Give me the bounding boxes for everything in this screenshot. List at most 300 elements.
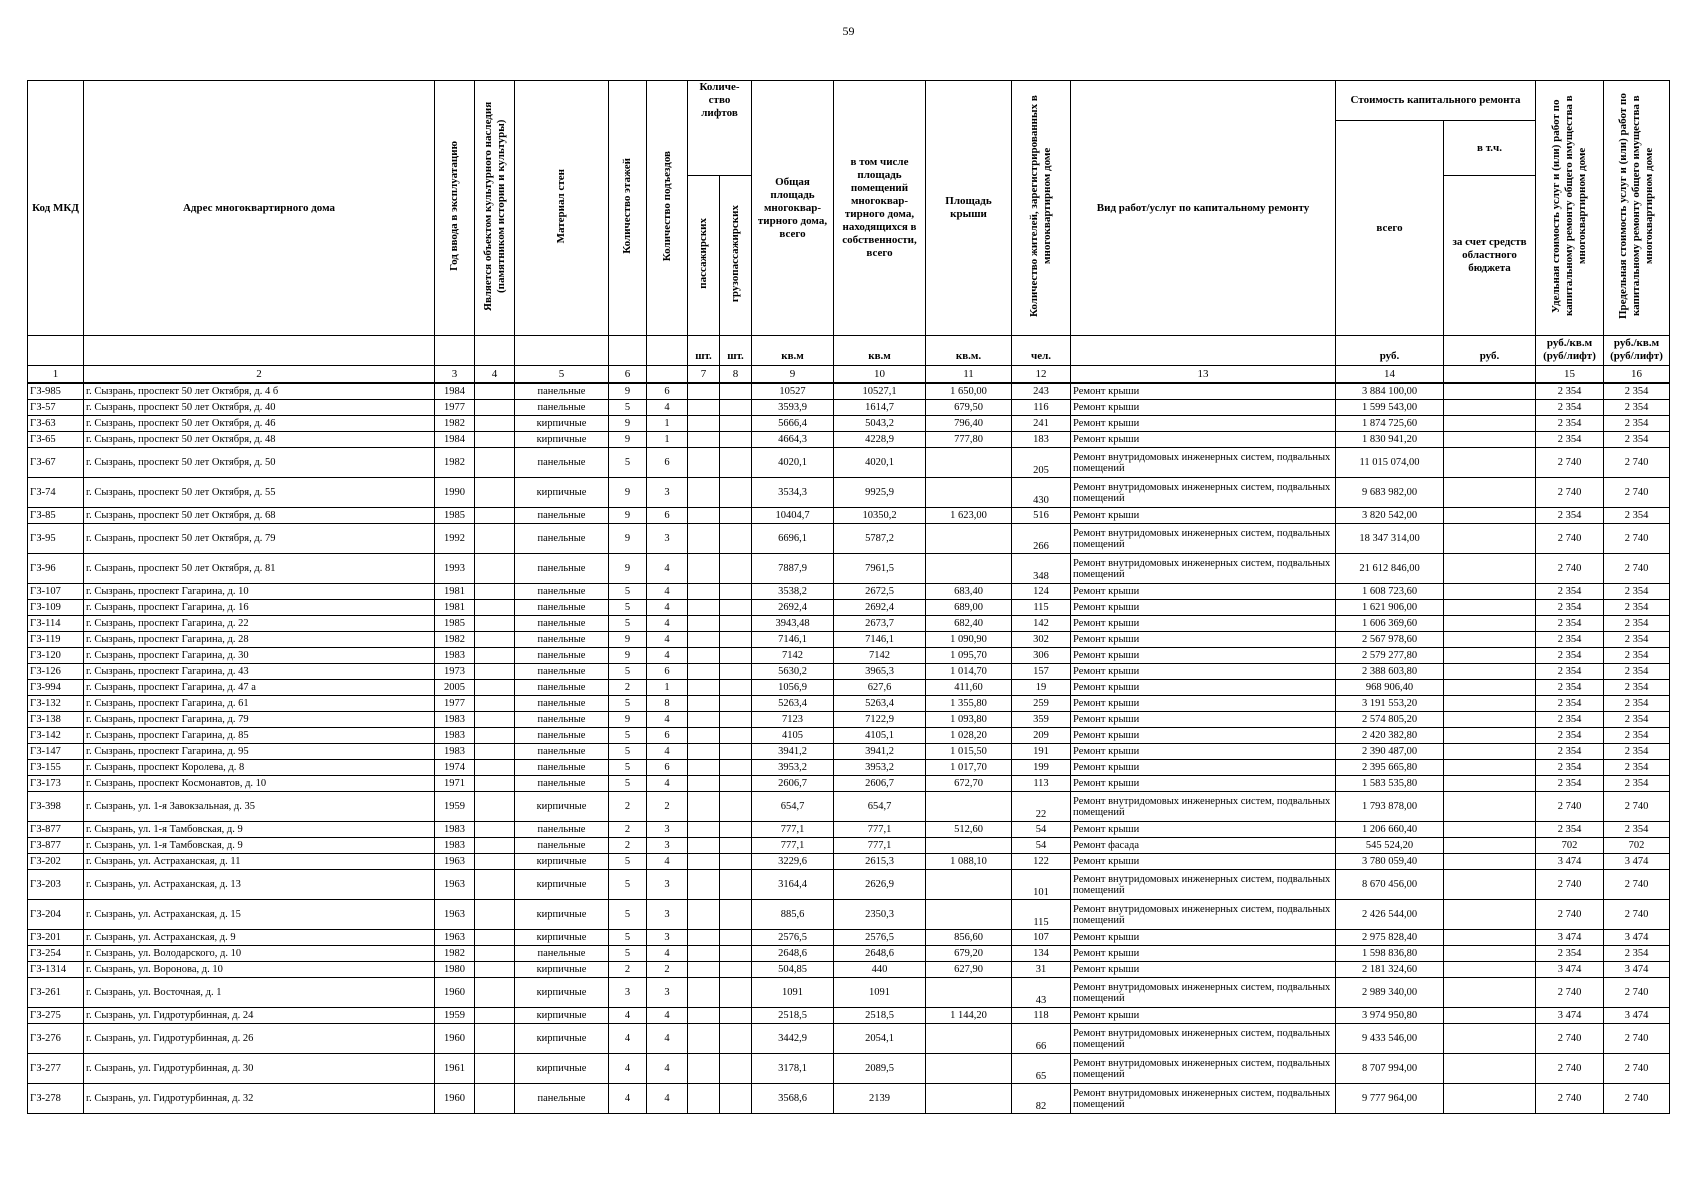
cell-passenger-lifts	[688, 838, 720, 854]
cell-floors: 5	[609, 776, 647, 792]
cell-address: г. Сызрань, ул. 1-я Тамбовская, д. 9	[84, 822, 435, 838]
cell-work-type: Ремонт внутридомовых инженерных систем, подвальных помещений	[1071, 524, 1336, 554]
cell-unit-cost: 2 740	[1536, 478, 1604, 508]
cell-wall: панельные	[515, 946, 609, 962]
cell-passenger-lifts	[688, 1054, 720, 1084]
cell-floors: 9	[609, 508, 647, 524]
cell-total-area: 4664,3	[752, 432, 834, 448]
cell-cargo-lifts	[720, 1008, 752, 1024]
cell-year: 1960	[435, 1024, 475, 1054]
cell-residents: 19	[1012, 680, 1071, 696]
cell-code: ГЗ-65	[28, 432, 84, 448]
cell-year: 1981	[435, 600, 475, 616]
cell-total-area: 3229,6	[752, 854, 834, 870]
cell-wall: кирпичные	[515, 1008, 609, 1024]
cell-heritage	[475, 508, 515, 524]
cell-year: 1973	[435, 664, 475, 680]
cell-limit-cost: 3 474	[1604, 930, 1670, 946]
cell-total-area: 7123	[752, 712, 834, 728]
cell-cost-total: 9 777 964,00	[1336, 1084, 1444, 1114]
cell-work-type: Ремонт внутридомовых инженерных систем, подвальных помещений	[1071, 1054, 1336, 1084]
table-row	[28, 648, 1670, 664]
cell-roof-area: 1 014,70	[926, 664, 1012, 680]
cell-total-area: 654,7	[752, 792, 834, 822]
header-cost: Стоимость капитального ремонта	[1336, 81, 1536, 121]
cell-wall: кирпичные	[515, 792, 609, 822]
cell-roof-area	[926, 792, 1012, 822]
cell-work-type: Ремонт крыши	[1071, 600, 1336, 616]
cell-code: ГЗ-278	[28, 1084, 84, 1114]
cell-address: г. Сызрань, ул. Восточная, д. 1	[84, 978, 435, 1008]
table-row	[28, 400, 1670, 416]
cell-heritage	[475, 760, 515, 776]
cell-year: 1992	[435, 524, 475, 554]
cell-limit-cost: 2 354	[1604, 946, 1670, 962]
cell-heritage	[475, 648, 515, 664]
cell-cost-budget	[1444, 696, 1536, 712]
cell-total-area: 3442,9	[752, 1024, 834, 1054]
table-row	[28, 524, 1670, 554]
cell-wall: панельные	[515, 838, 609, 854]
cell-total-area: 4105	[752, 728, 834, 744]
cell-unit-cost: 2 354	[1536, 600, 1604, 616]
cell-floors: 5	[609, 664, 647, 680]
cell-year: 1984	[435, 432, 475, 448]
unit-rub: руб.	[1444, 336, 1536, 366]
cell-cargo-lifts	[720, 930, 752, 946]
cell-entrances: 3	[647, 822, 688, 838]
cell-cost-total: 21 612 846,00	[1336, 554, 1444, 584]
cell-address: г. Сызрань, проспект Гагарина, д. 10	[84, 584, 435, 600]
cell-entrances: 3	[647, 930, 688, 946]
cell-cost-total: 2 975 828,40	[1336, 930, 1444, 946]
cell-unit-cost: 2 354	[1536, 664, 1604, 680]
cell-passenger-lifts	[688, 854, 720, 870]
cell-floors: 5	[609, 448, 647, 478]
unit-sqm: кв.м	[752, 336, 834, 366]
cell-heritage	[475, 822, 515, 838]
cell-passenger-lifts	[688, 400, 720, 416]
cell-roof-area	[926, 1024, 1012, 1054]
cell-work-type: Ремонт крыши	[1071, 632, 1336, 648]
cell-unit-cost: 2 354	[1536, 776, 1604, 792]
cell-residents: 54	[1012, 838, 1071, 854]
cell-entrances: 8	[647, 696, 688, 712]
cell-work-type: Ремонт крыши	[1071, 946, 1336, 962]
cell-wall: панельные	[515, 680, 609, 696]
cell-owned-area: 2672,5	[834, 584, 926, 600]
table-row	[28, 448, 1670, 478]
cell-floors: 5	[609, 760, 647, 776]
header-lifts: Количе-ство лифтов	[688, 81, 752, 176]
cell-owned-area: 654,7	[834, 792, 926, 822]
cell-roof-area: 682,40	[926, 616, 1012, 632]
cell-cost-budget	[1444, 664, 1536, 680]
cell-year: 1982	[435, 946, 475, 962]
cell-entrances: 2	[647, 962, 688, 978]
cell-wall: кирпичные	[515, 978, 609, 1008]
cell-roof-area	[926, 978, 1012, 1008]
cell-floors: 2	[609, 680, 647, 696]
cell-address: г. Сызрань, ул. Гидротурбинная, д. 26	[84, 1024, 435, 1054]
cell-owned-area: 2518,5	[834, 1008, 926, 1024]
cell-owned-area: 3965,3	[834, 664, 926, 680]
cell-unit-cost: 702	[1536, 838, 1604, 854]
cell-year: 1983	[435, 838, 475, 854]
cell-cargo-lifts	[720, 448, 752, 478]
cell-heritage	[475, 632, 515, 648]
cell-cost-budget	[1444, 400, 1536, 416]
cell-heritage	[475, 524, 515, 554]
cell-cargo-lifts	[720, 432, 752, 448]
cell-cost-total: 1 598 836,80	[1336, 946, 1444, 962]
cell-cargo-lifts	[720, 776, 752, 792]
cell-residents: 183	[1012, 432, 1071, 448]
header-heritage: Является объектом культурного наследия (памятником истории и культуры)	[475, 81, 515, 336]
cell-code: ГЗ-994	[28, 680, 84, 696]
cell-owned-area: 4228,9	[834, 432, 926, 448]
cell-roof-area: 1 017,70	[926, 760, 1012, 776]
cell-total-area: 3941,2	[752, 744, 834, 760]
cell-unit-cost: 2 354	[1536, 696, 1604, 712]
cell-unit-cost: 2 354	[1536, 432, 1604, 448]
cell-total-area: 2576,5	[752, 930, 834, 946]
cell-cargo-lifts	[720, 712, 752, 728]
table-row	[28, 664, 1670, 680]
unit-sqm: кв.м	[834, 336, 926, 366]
cell-address: г. Сызрань, проспект Космонавтов, д. 10	[84, 776, 435, 792]
cell-address: г. Сызрань, проспект Гагарина, д. 61	[84, 696, 435, 712]
cell-heritage	[475, 1024, 515, 1054]
cell-total-area: 3164,4	[752, 870, 834, 900]
cell-cost-budget	[1444, 554, 1536, 584]
cell-cargo-lifts	[720, 900, 752, 930]
cell-cargo-lifts	[720, 792, 752, 822]
cell-cost-budget	[1444, 978, 1536, 1008]
cell-passenger-lifts	[688, 584, 720, 600]
cell-roof-area: 672,70	[926, 776, 1012, 792]
header-total-area: Общая площадь многоквар-тирного дома, всего	[752, 81, 834, 336]
cell-passenger-lifts	[688, 792, 720, 822]
cell-work-type: Ремонт крыши	[1071, 1008, 1336, 1024]
cell-passenger-lifts	[688, 508, 720, 524]
cell-cost-budget	[1444, 432, 1536, 448]
table-row	[28, 600, 1670, 616]
table-row	[28, 962, 1670, 978]
cell-floors: 2	[609, 792, 647, 822]
cell-total-area: 7887,9	[752, 554, 834, 584]
cell-cargo-lifts	[720, 554, 752, 584]
cell-wall: панельные	[515, 600, 609, 616]
cell-code: ГЗ-203	[28, 870, 84, 900]
table-row	[28, 680, 1670, 696]
cell-year: 1960	[435, 978, 475, 1008]
cell-unit-cost: 2 354	[1536, 728, 1604, 744]
cell-unit-cost: 2 354	[1536, 744, 1604, 760]
cell-owned-area: 1091	[834, 978, 926, 1008]
cell-unit-cost: 2 740	[1536, 900, 1604, 930]
cell-limit-cost: 2 354	[1604, 728, 1670, 744]
cell-wall: панельные	[515, 524, 609, 554]
cell-heritage	[475, 962, 515, 978]
cell-year: 1984	[435, 383, 475, 400]
cell-cost-budget	[1444, 448, 1536, 478]
cell-residents: 101	[1012, 870, 1071, 900]
cell-year: 1982	[435, 448, 475, 478]
cell-total-area: 3538,2	[752, 584, 834, 600]
cell-unit-cost: 2 354	[1536, 760, 1604, 776]
cell-cost-total: 3 974 950,80	[1336, 1008, 1444, 1024]
cell-heritage	[475, 400, 515, 416]
table-row	[28, 712, 1670, 728]
cell-code: ГЗ-119	[28, 632, 84, 648]
cell-cost-total: 1 793 878,00	[1336, 792, 1444, 822]
cell-unit-cost: 2 354	[1536, 584, 1604, 600]
cell-work-type: Ремонт внутридомовых инженерных систем, подвальных помещений	[1071, 554, 1336, 584]
cell-floors: 9	[609, 524, 647, 554]
table-body	[28, 383, 1670, 1114]
cell-owned-area: 777,1	[834, 822, 926, 838]
cell-code: ГЗ-63	[28, 416, 84, 432]
cell-owned-area: 7142	[834, 648, 926, 664]
cell-total-area: 4020,1	[752, 448, 834, 478]
cell-limit-cost: 2 354	[1604, 508, 1670, 524]
cell-wall: панельные	[515, 760, 609, 776]
cell-address: г. Сызрань, проспект 50 лет Октября, д. 4 б	[84, 383, 435, 400]
cell-address: г. Сызрань, ул. Володарского, д. 10	[84, 946, 435, 962]
cell-residents: 243	[1012, 383, 1071, 400]
table-row	[28, 900, 1670, 930]
cell-total-area: 777,1	[752, 822, 834, 838]
cell-passenger-lifts	[688, 448, 720, 478]
cell-unit-cost: 2 740	[1536, 1084, 1604, 1114]
unit-rub: руб.	[1336, 336, 1444, 366]
header-year: Год ввода в эксплуатацию	[435, 81, 475, 336]
cell-work-type: Ремонт крыши	[1071, 696, 1336, 712]
unit-rate: руб./кв.м (руб/лифт)	[1536, 336, 1604, 366]
cell-cost-total: 1 621 906,00	[1336, 600, 1444, 616]
cell-roof-area: 1 144,20	[926, 1008, 1012, 1024]
cell-total-area: 885,6	[752, 900, 834, 930]
cell-passenger-lifts	[688, 870, 720, 900]
cell-wall: панельные	[515, 584, 609, 600]
cell-wall: панельные	[515, 1084, 609, 1114]
cell-cargo-lifts	[720, 744, 752, 760]
cell-entrances: 4	[647, 616, 688, 632]
cell-year: 1982	[435, 632, 475, 648]
cell-code: ГЗ-877	[28, 822, 84, 838]
cell-passenger-lifts	[688, 1024, 720, 1054]
cell-cost-budget	[1444, 478, 1536, 508]
cell-heritage	[475, 1054, 515, 1084]
cell-total-area: 504,85	[752, 962, 834, 978]
cell-cost-total: 545 524,20	[1336, 838, 1444, 854]
cell-entrances: 2	[647, 792, 688, 822]
cell-code: ГЗ-877	[28, 838, 84, 854]
cell-passenger-lifts	[688, 962, 720, 978]
cell-cargo-lifts	[720, 870, 752, 900]
cell-passenger-lifts	[688, 664, 720, 680]
cell-limit-cost: 2 740	[1604, 1084, 1670, 1114]
cell-residents: 241	[1012, 416, 1071, 432]
cell-unit-cost: 2 740	[1536, 554, 1604, 584]
cell-residents: 118	[1012, 1008, 1071, 1024]
cell-work-type: Ремонт крыши	[1071, 416, 1336, 432]
column-numbers: 1 2 3 4 5 6 7 8 9 10 11 12 13 14 15 16	[28, 366, 1670, 384]
cell-limit-cost: 2 354	[1604, 696, 1670, 712]
cell-code: ГЗ-398	[28, 792, 84, 822]
cell-residents: 191	[1012, 744, 1071, 760]
cell-year: 1959	[435, 1008, 475, 1024]
cell-cost-total: 9 683 982,00	[1336, 478, 1444, 508]
cell-year: 1980	[435, 962, 475, 978]
cell-address: г. Сызрань, проспект Гагарина, д. 16	[84, 600, 435, 616]
cell-heritage	[475, 680, 515, 696]
cell-owned-area: 5043,2	[834, 416, 926, 432]
cell-unit-cost: 3 474	[1536, 962, 1604, 978]
table-row	[28, 946, 1670, 962]
cell-roof-area	[926, 1054, 1012, 1084]
cell-floors: 5	[609, 600, 647, 616]
cell-total-area: 2518,5	[752, 1008, 834, 1024]
cell-unit-cost: 2 354	[1536, 416, 1604, 432]
cell-unit-cost: 2 740	[1536, 1054, 1604, 1084]
cell-limit-cost: 2 740	[1604, 900, 1670, 930]
cell-year: 1974	[435, 760, 475, 776]
cell-work-type: Ремонт крыши	[1071, 648, 1336, 664]
cell-year: 1959	[435, 792, 475, 822]
cell-roof-area: 856,60	[926, 930, 1012, 946]
cell-work-type: Ремонт крыши	[1071, 712, 1336, 728]
cell-total-area: 3178,1	[752, 1054, 834, 1084]
cell-passenger-lifts	[688, 930, 720, 946]
cell-cost-total: 1 874 725,60	[1336, 416, 1444, 432]
table-row	[28, 584, 1670, 600]
cell-passenger-lifts	[688, 648, 720, 664]
cell-work-type: Ремонт крыши	[1071, 508, 1336, 524]
cell-heritage	[475, 744, 515, 760]
cell-unit-cost: 2 354	[1536, 822, 1604, 838]
cell-heritage	[475, 728, 515, 744]
cell-floors: 3	[609, 978, 647, 1008]
cell-work-type: Ремонт крыши	[1071, 930, 1336, 946]
header-code: Код МКД	[28, 81, 84, 336]
cell-entrances: 4	[647, 400, 688, 416]
table-row	[28, 822, 1670, 838]
cell-roof-area: 627,90	[926, 962, 1012, 978]
cell-roof-area: 1 095,70	[926, 648, 1012, 664]
cell-cost-budget	[1444, 744, 1536, 760]
cell-passenger-lifts	[688, 524, 720, 554]
cell-heritage	[475, 1084, 515, 1114]
cell-limit-cost: 2 354	[1604, 744, 1670, 760]
cell-year: 1960	[435, 1084, 475, 1114]
cell-address: г. Сызрань, ул. 1-я Тамбовская, д. 9	[84, 838, 435, 854]
cell-limit-cost: 2 354	[1604, 600, 1670, 616]
cell-address: г. Сызрань, проспект Гагарина, д. 43	[84, 664, 435, 680]
cell-limit-cost: 2 740	[1604, 554, 1670, 584]
cell-limit-cost: 2 740	[1604, 524, 1670, 554]
table-row	[28, 1084, 1670, 1114]
cell-entrances: 4	[647, 776, 688, 792]
cell-cost-total: 2 579 277,80	[1336, 648, 1444, 664]
cell-passenger-lifts	[688, 900, 720, 930]
cell-code: ГЗ-95	[28, 524, 84, 554]
cell-cost-budget	[1444, 962, 1536, 978]
cell-year: 1982	[435, 416, 475, 432]
cell-code: ГЗ-132	[28, 696, 84, 712]
table-row	[28, 696, 1670, 712]
cell-cargo-lifts	[720, 1024, 752, 1054]
cell-cost-total: 11 015 074,00	[1336, 448, 1444, 478]
cell-owned-area: 2089,5	[834, 1054, 926, 1084]
cell-code: ГЗ-985	[28, 383, 84, 400]
cell-passenger-lifts	[688, 478, 720, 508]
cell-total-area: 1056,9	[752, 680, 834, 696]
cell-wall: кирпичные	[515, 478, 609, 508]
cell-cargo-lifts	[720, 508, 752, 524]
cell-heritage	[475, 946, 515, 962]
cell-code: ГЗ-261	[28, 978, 84, 1008]
cell-roof-area: 1 015,50	[926, 744, 1012, 760]
cell-limit-cost: 2 354	[1604, 616, 1670, 632]
cell-address: г. Сызрань, проспект 50 лет Октября, д. 55	[84, 478, 435, 508]
cell-residents: 54	[1012, 822, 1071, 838]
cell-owned-area: 7961,5	[834, 554, 926, 584]
cell-code: ГЗ-126	[28, 664, 84, 680]
cell-cost-budget	[1444, 632, 1536, 648]
cell-unit-cost: 2 740	[1536, 792, 1604, 822]
cell-year: 1983	[435, 648, 475, 664]
cell-cargo-lifts	[720, 600, 752, 616]
cell-wall: кирпичные	[515, 962, 609, 978]
cell-limit-cost: 2 740	[1604, 448, 1670, 478]
cell-address: г. Сызрань, проспект 50 лет Октября, д. 50	[84, 448, 435, 478]
cell-code: ГЗ-142	[28, 728, 84, 744]
header-roof-area: Площадь крыши	[926, 81, 1012, 336]
cell-work-type: Ремонт крыши	[1071, 432, 1336, 448]
cell-work-type: Ремонт крыши	[1071, 584, 1336, 600]
cell-total-area: 5666,4	[752, 416, 834, 432]
table-row	[28, 854, 1670, 870]
cell-owned-area: 4020,1	[834, 448, 926, 478]
cell-roof-area: 683,40	[926, 584, 1012, 600]
cell-passenger-lifts	[688, 383, 720, 400]
cell-passenger-lifts	[688, 554, 720, 584]
cell-heritage	[475, 854, 515, 870]
cell-total-area: 3534,3	[752, 478, 834, 508]
cell-cargo-lifts	[720, 838, 752, 854]
cell-owned-area: 7122,9	[834, 712, 926, 728]
cell-limit-cost: 2 354	[1604, 432, 1670, 448]
cell-code: ГЗ-109	[28, 600, 84, 616]
cell-wall: панельные	[515, 822, 609, 838]
cell-code: ГЗ-120	[28, 648, 84, 664]
cell-unit-cost: 2 354	[1536, 680, 1604, 696]
cell-work-type: Ремонт крыши	[1071, 616, 1336, 632]
table-row	[28, 1008, 1670, 1024]
cell-residents: 516	[1012, 508, 1071, 524]
cell-residents: 66	[1012, 1024, 1071, 1054]
cell-roof-area: 1 090,90	[926, 632, 1012, 648]
cell-floors: 5	[609, 584, 647, 600]
cell-total-area: 3943,48	[752, 616, 834, 632]
cell-unit-cost: 2 740	[1536, 1024, 1604, 1054]
cell-entrances: 6	[647, 383, 688, 400]
cell-cost-total: 2 388 603,80	[1336, 664, 1444, 680]
cell-residents: 116	[1012, 400, 1071, 416]
cell-roof-area	[926, 870, 1012, 900]
